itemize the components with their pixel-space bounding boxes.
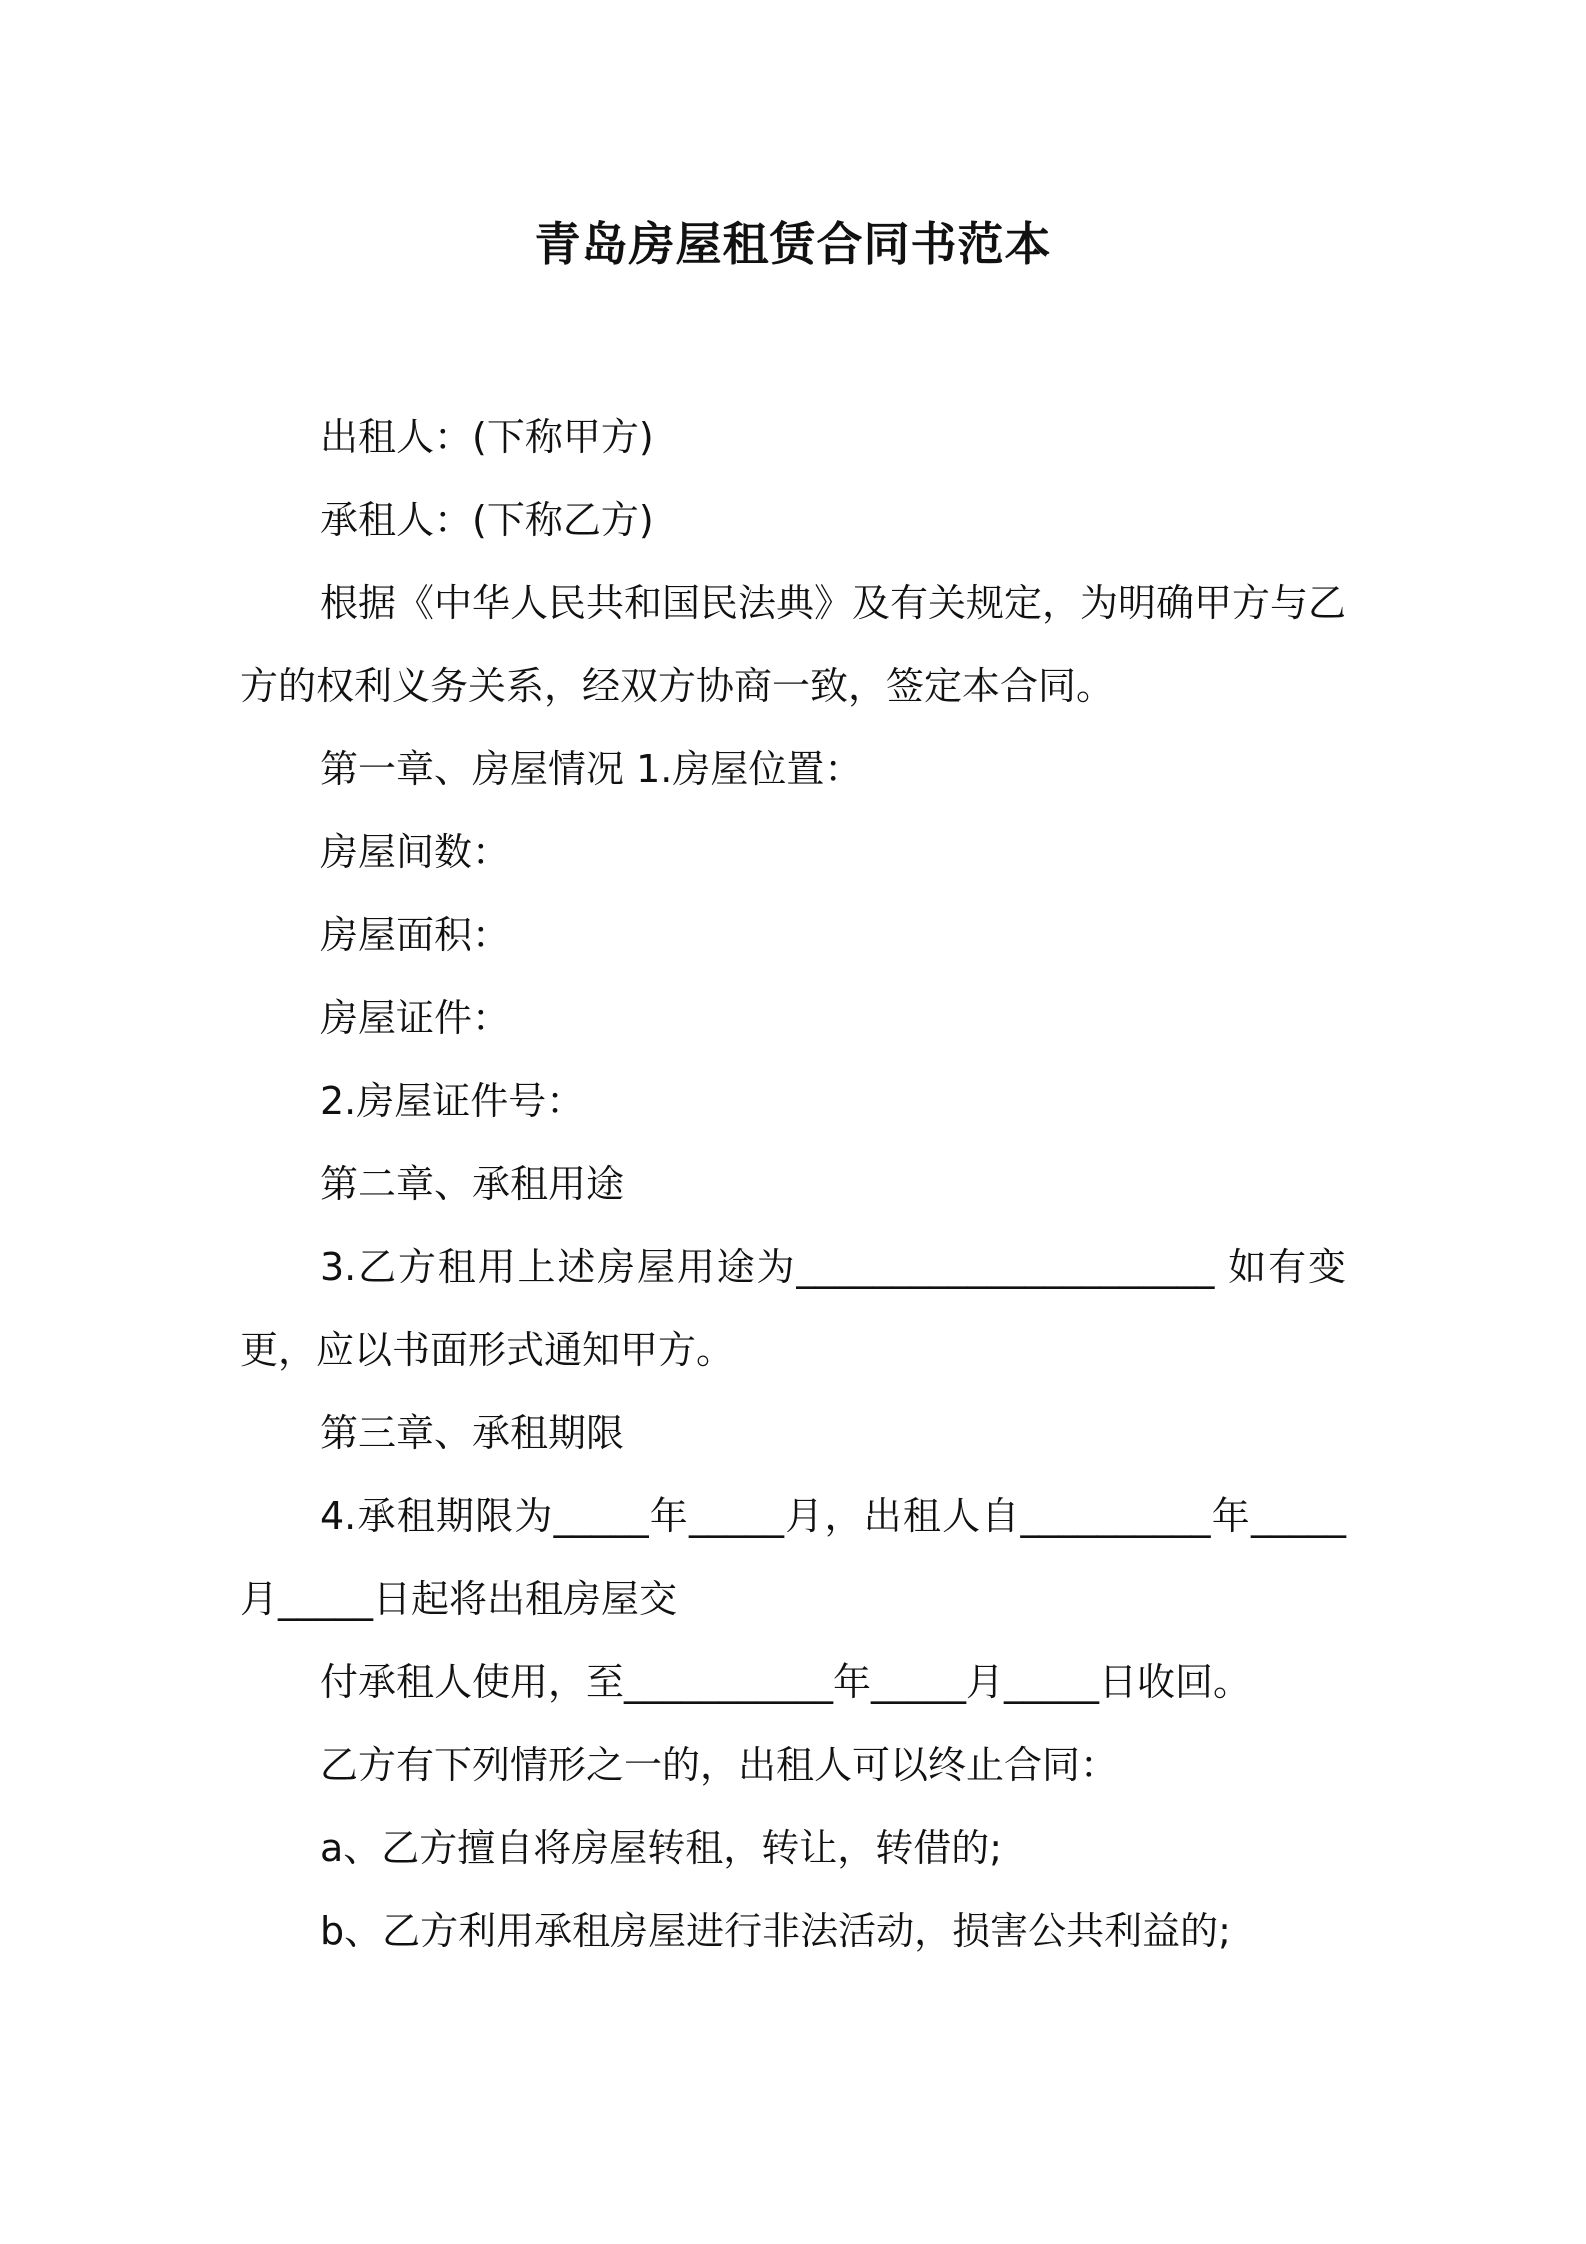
paragraph-preamble: 根据《中华人民共和国民法典》及有关规定，为明确甲方与乙方的权利义务关系，经双方协商一致，签定本合同。	[240, 581, 1347, 708]
paragraph-lessor: 出租人：(下称甲方)	[320, 415, 654, 459]
paragraph-certificate-number: 2.房屋证件号：	[320, 1079, 585, 1123]
document-title: 青岛房屋租赁合同书范本	[534, 217, 1052, 271]
paragraph-usage: 3.乙方租用上述房屋用途为______________________ 如有变更，应以书面形式通知甲方。	[240, 1245, 1346, 1372]
paragraph-room-certificate: 房屋证件：	[320, 996, 511, 1040]
paragraph-termination-b: b、乙方利用承租房屋进行非法活动，损害公共利益的;	[320, 1909, 1231, 1953]
paragraph-chapter-1: 第一章、房屋情况 1.房屋位置：	[320, 747, 863, 791]
paragraph-termination-a: a、乙方擅自将房屋转租，转让，转借的;	[320, 1826, 1003, 1870]
paragraph-chapter-2: 第二章、承租用途	[320, 1162, 625, 1206]
document-body	[240, 396, 1346, 1973]
paragraph-room-area: 房屋面积：	[320, 913, 511, 957]
paragraph-room-count: 房屋间数：	[320, 830, 511, 874]
paragraph-term-handover: 付承租人使用，至___________年_____月_____日收回。	[320, 1660, 1252, 1704]
paragraph-term: 4.承租期限为_____年_____月，出租人自__________年_____月_____日起将出租房屋交	[240, 1494, 1346, 1621]
paragraph-chapter-3: 第三章、承租期限	[320, 1411, 625, 1455]
paragraph-termination-intro: 乙方有下列情形之一的，出租人可以终止合同：	[320, 1743, 1119, 1787]
paragraph-lessee: 承租人：(下称乙方)	[320, 498, 654, 542]
